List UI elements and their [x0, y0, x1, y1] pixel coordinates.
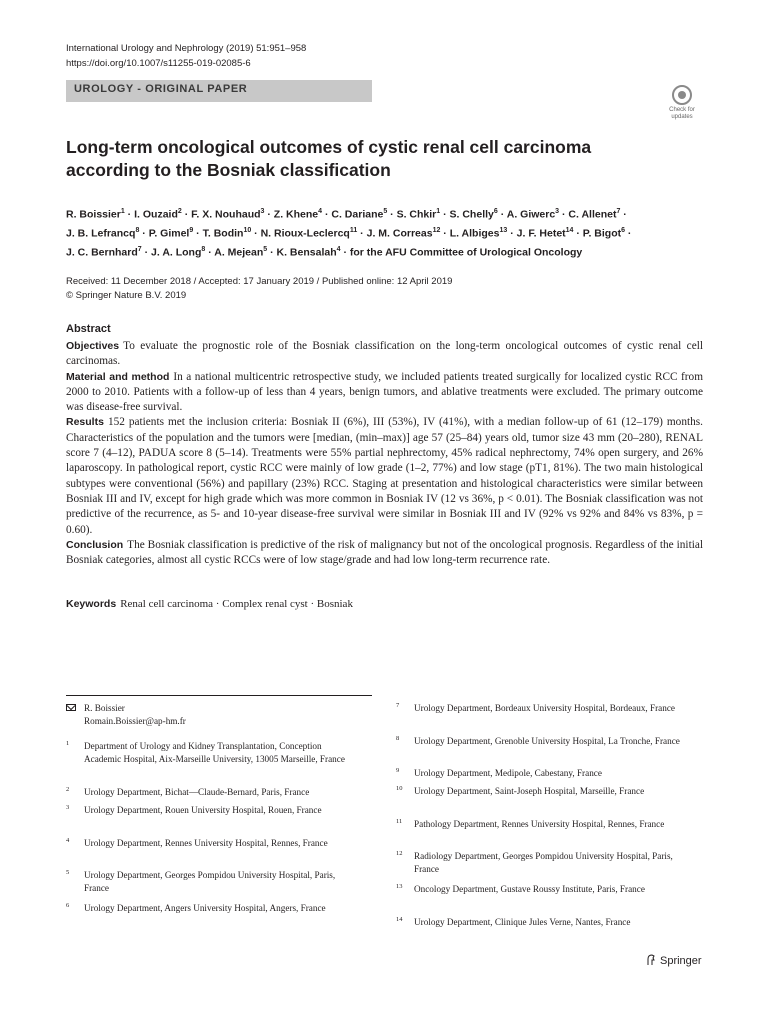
author-name: P. Gimel	[148, 227, 190, 240]
doi-link[interactable]: https://doi.org/10.1007/s11255-019-02085-6	[66, 58, 251, 69]
affiliation-number: 12	[396, 850, 403, 857]
objectives-label: Objectives	[66, 340, 120, 352]
author-affiliation-ref: 5	[263, 246, 268, 253]
affiliation-text: Oncology Department, Gustave Roussy Institute, Paris, France	[414, 884, 645, 894]
author-name: J. M. Correas	[366, 227, 433, 240]
affiliation-text: Urology Department, Bordeaux University Hospital, Bordeaux, France	[414, 703, 676, 713]
author-affiliation-ref: 6	[621, 227, 626, 234]
journal-citation	[66, 41, 306, 71]
affiliation-number: 13	[396, 883, 403, 890]
affiliation-text: Department of Urology and Kidney Transplantation, Conception Academic Hospital, Aix-Marseille University, 13005 Marseille, France	[84, 741, 345, 764]
author-affiliation-ref: 6	[493, 208, 498, 215]
author-name: S. Chkir	[396, 208, 437, 221]
title-line-1: Long-term oncological outcomes of cystic renal cell carcinoma	[66, 137, 592, 157]
author-name: Z. Khene	[273, 208, 319, 221]
affiliation-number: 1	[66, 740, 70, 747]
title-line-2: according to the Bosniak classification	[66, 160, 391, 180]
objectives-text: To evaluate the prognostic role of the Bosniak classification on the long-term oncological outcomes of cystic renal cell carcinomas.	[66, 340, 703, 368]
author-affiliation-ref: 7	[137, 246, 142, 253]
author-name: F. X. Nouhaud	[191, 208, 261, 221]
journal-reference: International Urology and Nephrology (2019) 51:951–958	[66, 43, 307, 54]
affiliation-text: Urology Department, Rouen University Hospital, Rouen, France	[84, 805, 322, 815]
author-affiliation-ref: 1	[436, 208, 441, 215]
publisher-logo	[646, 952, 702, 967]
author-affiliation-ref: 3	[260, 208, 265, 215]
author-name: P. Bigot	[582, 227, 622, 240]
affiliation-text: Radiology Department, Georges Pompidou University Hospital, Paris, France	[414, 851, 673, 874]
author-affiliation-ref: 5	[383, 208, 388, 215]
author-affiliation-ref: 4	[318, 208, 323, 215]
affiliation-number: 14	[396, 916, 403, 923]
envelope-icon	[66, 704, 76, 711]
publisher-name: Springer	[660, 955, 702, 967]
methods-text: In a national multicentric retrospective study, we included patients treated surgically for localized cystic RCC from 2000 to 2010. Patients with a follow-up of less than 4 years, benign tumors, and ablative treatments were excluded. The primary outcome was disease-free survival.	[66, 370, 703, 414]
author-name: C. Dariane	[331, 208, 384, 221]
affiliation-text: Urology Department, Angers University Hospital, Angers, France	[84, 903, 326, 913]
committee-name: for the AFU Committee of Urological Oncology	[349, 246, 583, 259]
author-name: T. Bodin	[202, 227, 244, 240]
author-name: J. C. Bernhard	[66, 246, 138, 259]
methods-paragraph	[66, 370, 703, 416]
author-name: A. Giwerc	[506, 208, 556, 221]
section-label: UROLOGY - ORIGINAL PAPER	[74, 83, 248, 95]
author-affiliation-ref: 2	[177, 208, 182, 215]
author-name: J. F. Hetet	[516, 227, 566, 240]
publication-dates	[66, 275, 706, 302]
author-affiliation-ref: 8	[135, 227, 140, 234]
affiliation-number: 5	[66, 869, 70, 876]
affiliation-text: Urology Department, Saint-Joseph Hospital, Marseille, France	[414, 786, 645, 796]
section-banner	[66, 80, 372, 102]
author-line-1: R. Boissier$^1$ · I. Ouzaid$^2$ · F. X. Nouhaud$^3$ · Z. Khene$^4$ · C. Dariane$^5$ · S. Chkir$^1$ · S. Chelly$^6$ · A. Giwerc$^3$ · C. Allenet$^7$ ·	[66, 208, 627, 221]
methods-label: Material and method	[66, 370, 170, 383]
author-name: L. Albiges	[449, 227, 500, 240]
author-name: A. Mejean	[214, 246, 264, 259]
author-affiliation-ref: 9	[189, 227, 194, 234]
author-name: N. Rioux-Leclercq	[260, 227, 350, 240]
author-affiliation-ref: 13	[499, 227, 508, 234]
corresponding-name: R. Boissier	[84, 703, 125, 713]
author-affiliation-ref: 7	[616, 208, 621, 215]
badge-text-2: updates	[671, 114, 693, 120]
keywords-text: Renal cell carcinoma · Complex renal cyst · Bosniak	[120, 598, 353, 610]
abstract-body	[66, 339, 703, 568]
affiliation-text: Urology Department, Georges Pompidou University Hospital, Paris, France	[84, 870, 336, 893]
abstract-heading: Abstract	[66, 323, 111, 335]
affiliation-number: 9	[396, 767, 400, 774]
results-paragraph	[66, 415, 703, 537]
affiliation-number: 3	[66, 804, 70, 811]
affiliation-text: Urology Department, Bichat—Claude-Bernard, Paris, France	[84, 787, 310, 797]
conclusion-text: The Bosniak classification is predictive of the risk of malignancy but not of the oncological prognosis. Regardless of the initial Bosniak categories, almost all cystic RCCs were of low stage/grade and had low long-term recurrence rate.	[66, 538, 703, 567]
author-name: K. Bensalah	[276, 246, 337, 259]
conclusion-paragraph	[66, 538, 703, 569]
author-name: I. Ouzaid	[134, 208, 178, 221]
check-updates-icon	[672, 85, 692, 105]
affiliation-number: 6	[66, 902, 70, 909]
affiliation-text: Urology Department, Clinique Jules Verne, Nantes, France	[414, 917, 631, 927]
author-affiliation-ref: 4	[336, 246, 341, 253]
affiliation-number: 2	[66, 786, 70, 793]
affiliation-number: 8	[396, 735, 400, 742]
check-for-updates-badge[interactable]	[662, 83, 702, 123]
affiliation-number: 11	[396, 818, 403, 825]
results-text: 152 patients met the inclusion criteria: Bosniak II (6%), III (53%), IV (41%), with a median follow-up of 61 (12–179) months. Characteristics of the population and the tumors were [median, (min–max)] age 57 (25–84) years old, tumor size 43 mm (20–280), RENAL score 7 (4–12), PADUA score 8 (5–14). Treatments were 55% partial nephrectomy, 45% radical nephrectomy, 74% open surgery, and 26% laparoscopy. In pathological report, cystic RCC were mainly of low grade (1–2, 77%) and low stage (pT1, 81%). The two main histological subtypes were conventional (56%) and papillary (23%) RCC. Staging at presentation and histological characteristics were similar between Bosniak III and IV, except for high grade which was more common in Bosniak IV (12 vs 36%, p < 0.01). The Bosniak classification was not predictive of the recurrence, as 5- and 10-year disease-free survival were similar in Bosniak III and IV (92% vs 92% and 84% vs 83%, p = 0.60).	[66, 416, 703, 536]
affiliation-number: 10	[396, 785, 403, 792]
author-line-3: J. C. Bernhard$^7$ · J. A. Long$^8$ · A. Mejean$^5$ · K. Bensalah$^4$ · for the AFU Committee of Urological Oncology	[66, 246, 583, 259]
author-affiliation-ref: 3	[555, 208, 560, 215]
affiliation-text: Urology Department, Rennes University Hospital, Rennes, France	[84, 838, 328, 848]
author-affiliation-ref: 1	[120, 208, 125, 215]
author-name: S. Chelly	[449, 208, 494, 221]
affiliation-text: Pathology Department, Rennes University Hospital, Rennes, France	[414, 819, 665, 829]
author-affiliation-ref: 8	[201, 246, 206, 253]
history-dates: Received: 11 December 2018 / Accepted: 17 January 2019 / Published online: 12 April 2019	[66, 276, 453, 287]
author-name: C. Allenet	[568, 208, 617, 221]
keywords	[66, 598, 353, 610]
affiliation-text: Urology Department, Medipole, Cabestany, France	[414, 768, 602, 778]
author-affiliation-ref: 11	[349, 227, 358, 234]
results-label: Results	[66, 416, 104, 429]
affiliation-number: 7	[396, 702, 400, 709]
author-name: J. A. Long	[151, 246, 202, 259]
author-name: J. B. Lefrancq	[66, 227, 136, 240]
author-affiliation-ref: 10	[243, 227, 252, 234]
author-affiliation-ref: 14	[565, 227, 574, 234]
corresponding-email[interactable]: Romain.Boissier@ap-hm.fr	[84, 715, 186, 726]
author-line-2: J. B. Lefrancq$^8$ · P. Gimel$^9$ · T. Bodin$^{10}$ · N. Rioux-Leclercq$^{11}$ · J. M. Correas$^{12}$ · L. Albiges$^{13}$ · J. F. Hetet$^{14}$ · P. Bigot$^6$ ·	[66, 227, 632, 240]
affiliation-number: 4	[66, 837, 70, 844]
objectives-paragraph	[66, 339, 703, 370]
author-name: R. Boissier	[66, 208, 121, 221]
article-title	[66, 136, 686, 182]
badge-text-1: Check for	[669, 107, 695, 113]
copyright: © Springer Nature B.V. 2019	[66, 289, 187, 301]
author-affiliation-ref: 12	[432, 227, 441, 234]
affiliation-text: Urology Department, Grenoble University Hospital, La Tronche, France	[414, 736, 680, 746]
keywords-label: Keywords	[66, 598, 117, 610]
conclusion-label: Conclusion	[66, 538, 124, 551]
springer-horse-icon	[646, 954, 656, 966]
footnote-divider	[66, 695, 372, 696]
author-list	[66, 204, 706, 261]
